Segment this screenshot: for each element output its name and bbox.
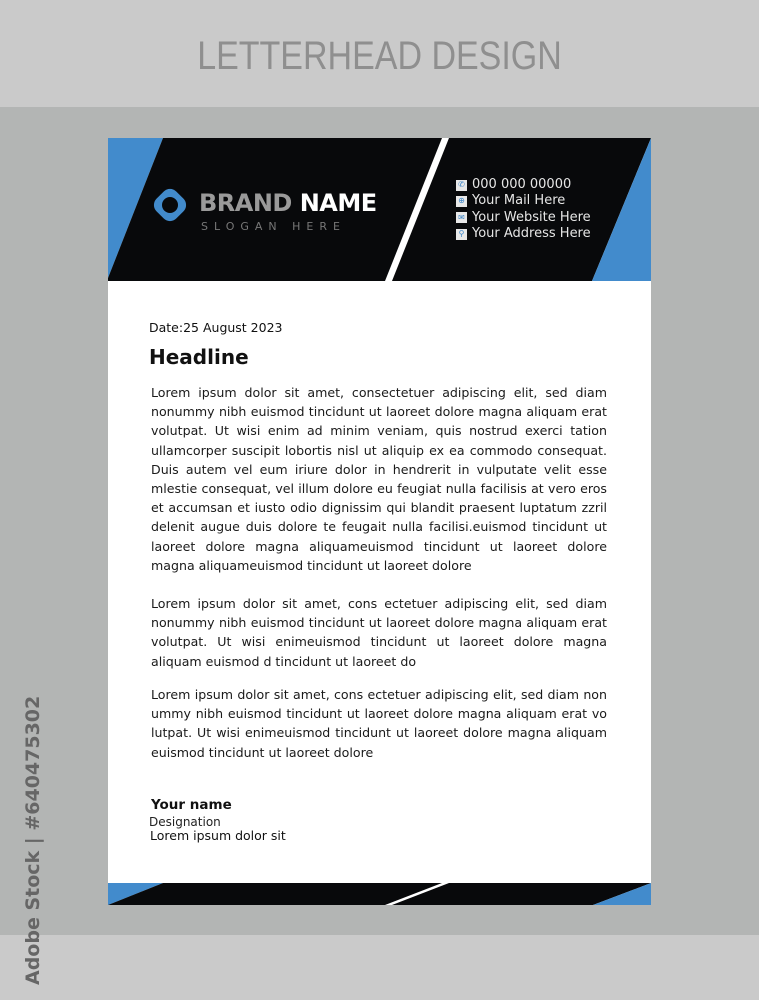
brand-part1: BRAND bbox=[199, 189, 292, 217]
contact-list bbox=[456, 177, 591, 242]
brand-part2: NAME bbox=[299, 189, 377, 217]
signature-name: Your name bbox=[151, 797, 232, 813]
contact-website bbox=[456, 210, 591, 226]
mail-icon: ✉ bbox=[456, 212, 467, 223]
watermark bbox=[0, 695, 44, 1000]
brand-logo-icon bbox=[150, 185, 190, 225]
paragraph: Lorem ipsum dolor sit amet, consectetuer adipiscing elit, sed diam nonummy nibh euismod tincidunt ut laoreet dolore magna aliquam erat volutpat. Ut wisi enim ad minim veniam, quis nostrud exerci tation ullamcorper suscipit lobortis nisl ut aliquip ex ea commodo consequat. Duis autem vel eum iriure dolor in hendrerit in vulputate velit esse mlestie consequat, vel illum dolore eu feugiat nulla facilisis at vero eros et accumsan et iusto odio dignissim qui blandit praesent luptatum zzril delenit augue duis dolore te feugait nulla facilisi.euismod tincidunt ut laoreet dolore magna aliquameuismod tincidunt ut laoreet dolore magna aliquameuismod tincidunt ut laoreet dolore bbox=[151, 385, 607, 573]
contact-mail bbox=[456, 193, 591, 209]
top-banner bbox=[0, 0, 759, 107]
contact-text: 000 000 00000 bbox=[472, 177, 572, 192]
letter-date: Date:25 August 2023 bbox=[149, 320, 283, 335]
signature-line: Lorem ipsum dolor sit bbox=[150, 828, 286, 843]
paragraph: Lorem ipsum dolor sit amet, cons ectetuer adipiscing elit, sed diam nonummy nibh euismod tincidunt ut laoreet dolore magna aliquam erat volutpat. Ut wisi enimeuismod tincidunt ut laoreet dolore magna aliquam euismod d tincidunt ut laoreet do bbox=[151, 596, 607, 669]
signature-designation: Designation bbox=[149, 815, 221, 829]
letterhead-page bbox=[108, 138, 651, 905]
slogan: SLOGAN HERE bbox=[201, 220, 346, 233]
bottom-banner bbox=[0, 935, 759, 1000]
footer-black-left bbox=[108, 883, 442, 905]
contact-address bbox=[456, 226, 591, 242]
phone-icon: ✆ bbox=[456, 180, 467, 191]
contact-text: Your Website Here bbox=[472, 209, 591, 225]
footer-graphic bbox=[108, 883, 651, 905]
paragraph: Lorem ipsum dolor sit amet, cons ectetuer adipiscing elit, sed diam non ummy nibh euismod tincidunt ut laoreet dolore magna aliquam erat vo lutpat. Ut wisi enimeuismod tincidunt ut laoreet dolore magna aliquam euismod tincidunt ut laoreet dolore bbox=[151, 687, 607, 760]
brand-name bbox=[199, 189, 377, 217]
contact-text: Your Mail Here bbox=[472, 193, 566, 209]
location-pin-icon: ⚲ bbox=[456, 229, 467, 240]
watermark-text: Adobe Stock | #640475302 bbox=[22, 695, 44, 985]
headline: Headline bbox=[149, 345, 249, 369]
globe-icon: ⊕ bbox=[456, 196, 467, 207]
contact-phone bbox=[456, 177, 591, 193]
banner-title: LETTERHEAD DESIGN bbox=[197, 34, 562, 78]
contact-text: Your Address Here bbox=[472, 225, 591, 241]
